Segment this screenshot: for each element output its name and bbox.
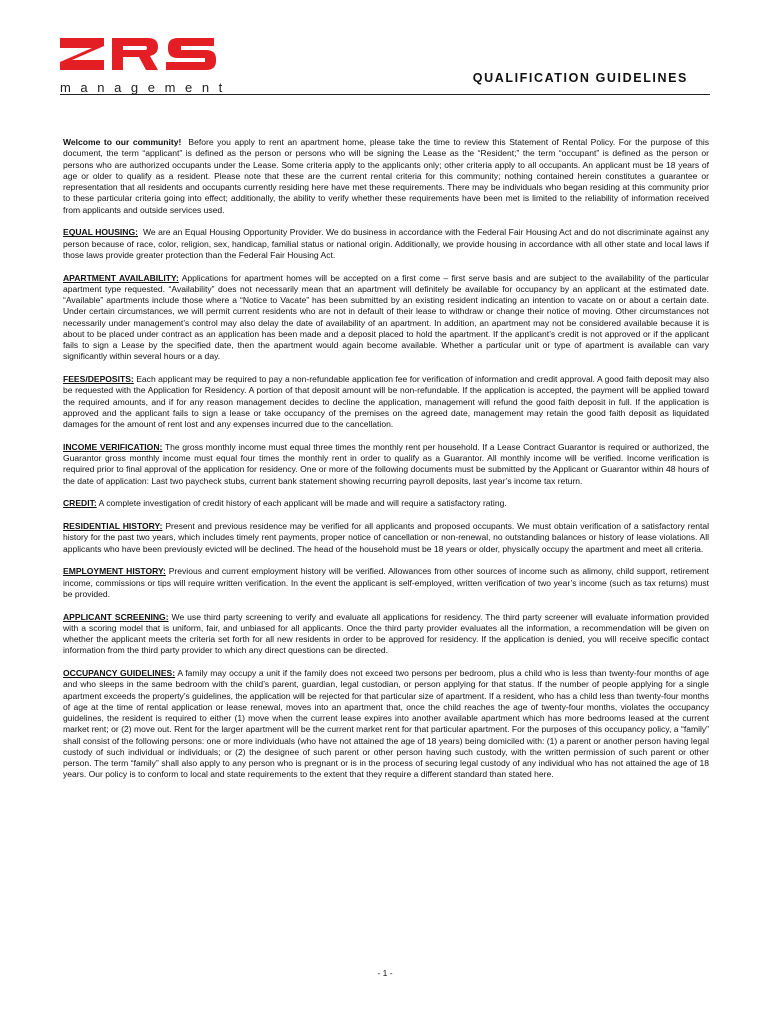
section-equal-housing xyxy=(63,227,709,261)
section-income-verification xyxy=(63,442,709,487)
section-fees-deposits xyxy=(63,374,709,430)
section-text: Each applicant may be required to pay a non-refundable application fee for verification of information and credit approval. A good faith deposit may also be requested with the Application for Residency. A portion of that deposit amount will be non-refundable. If the application is accepted, the payment will be applied toward the required amounts, and if for any reason management decides to decline the application, management will refund the good faith deposit in full. If the application is approved and the applicant fails to sign a lease or take occupancy of the premises on the agreed date, management may retain the good faith deposit as liquidated damages for the amount of rent lost and any expenses incurred due to the cancellation. xyxy=(63,374,710,429)
section-employment-history xyxy=(63,566,709,600)
section-text: The gross monthly income must equal three times the monthly rent per household. If a Lease Contract Guarantor is required or authorized, the Guarantor gross monthly income must equal four times the monthly rent in order to qualify as a Guarantor. All monthly income will be verified. Income verification is required prior to final approval of the application for residency. One or more of the following documents must be submitted by the Applicant or Guarantor within 48 hours of the date of application: Last two paycheck stubs, current bank statement showing recurring payroll deposits, last year’s income tax return. xyxy=(63,441,710,486)
section-text: Present and previous residence may be verified for all applicants and proposed occupants. We must obtain verification of a satisfactory rental history for the past two years, which includes timely rent payments, proper notice of cancellation or non-renewal, no outstanding balances or history of lease violations. All applicants who have been previously evicted will be declined. The head of the household must be 18 years or older, physically occupy the apartment and meet all criteria. xyxy=(63,521,710,554)
section-heading: INCOME VERIFICATION: xyxy=(63,441,163,452)
section-text: Previous and current employment history will be verified. Allowances from other sources of income such as alimony, child support, retirement income, commissions or tips will require written verification. In the event the applicant is self-employed, written verification of two year’s income (such as tax returns) must be provided. xyxy=(63,566,709,599)
section-heading: APARTMENT AVAILABILITY: xyxy=(63,272,179,283)
section-credit xyxy=(63,498,709,509)
page-number: - 1 - xyxy=(377,968,393,978)
section-heading: FEES/DEPOSITS: xyxy=(63,374,134,384)
section-occupancy-guidelines xyxy=(63,668,709,781)
section-text: Before you apply to rent an apartment home, please take the time to review this Statement of Rental Policy. For the purpose of this document, the term “applicant” is defined as the person or persons who will be signing the Lease as the “Resident;” the term “occupant” is defined as the person or persons who are authorized occupants under the Lease. Some criteria apply to the applicants only; other criteria apply to all occupants. An applicant must be 18 years of age or older to qualify as a resident. Please note that these are the current rental criteria for this community; nothing contained herein constitutes a guarantee or representation that all residents and occupants currently residing here have met these requirements. There may be individuals who began residing at this community prior to these particular criteria going into effect; additionally, the ability to verify whether these requirements have been met is limited to the reliability of information received from applicants and outside services used. xyxy=(63,137,710,215)
section-text: We are an Equal Housing Opportunity Provider. We do business in accordance with the Federal Fair Housing Act and do not discriminate against any person because of race, color, religion, sex, handicap, familial status or national origin. Additionally, we provide housing in accordance with all other state and local laws if those laws provide greater protection than the Federal Fair Housing Act. xyxy=(63,227,710,260)
zrs-logo xyxy=(60,38,232,100)
section-welcome xyxy=(63,137,709,216)
section-heading: APPLICANT SCREENING: xyxy=(63,611,169,622)
page-title: QUALIFICATION GUIDELINES xyxy=(472,71,688,85)
section-text: Applications for apartment homes will be accepted on a first come – first serve basis and are subject to the availability of the particular apartment type requested. “Availability” does not necessarily mean that an apartment will definitely be available for occupancy by an applicant at the estimated date. “Available” apartments include those where a “Notice to Vacate” has been submitted by an existing resident indicating an intention to vacate on or about a certain date. Under certain circumstances, we will permit current residents who are not in default of their lease to withdraw or change their notice of moving. Other circumstances not necessarily under management’s control may also delay the date of availability of an apartment. In addition, an apartment may not be considered available because it is about to be placed under contract as an application has been made and a deposit placed to hold the apartment. If the applicant’s credit is not approved or if the applicant fails to sign a Lease by the specified date, then the apartment would again become available. Whether a particular unit or type of apartment is available can vary significantly within several hours or a day. xyxy=(63,272,709,362)
section-heading: EQUAL HOUSING: xyxy=(63,227,138,238)
section-heading: Welcome to our community! xyxy=(63,137,182,147)
section-text: A complete investigation of credit history of each applicant will be made and will require a satisfactory rating. xyxy=(98,498,507,509)
logo-subtitle: management xyxy=(60,80,232,95)
section-heading: EMPLOYMENT HISTORY: xyxy=(63,566,166,577)
section-heading: RESIDENTIAL HISTORY: xyxy=(63,521,163,531)
document-body xyxy=(63,137,709,792)
section-text: A family may occupy a unit if the family does not exceed two persons per bedroom, plus a child who is less than twenty-four months of age and who sleeps in the same bedroom with the child’s parent, guardian, legal custodian, or person applying for that status. If the number of people applying for a single apartment exceeds the property’s guidelines, the application will be rejected for that particular size of apartment. If a resident, who has a child less than twenty-four months of age at the time of rental application or lease renewal, moves into an apartment that, once the child reaches the age of twenty-four months, violates the occupancy guidelines, the resident is required to either (1) move when the current lease expires into another available apartment which has more bedrooms leased at the current market rent; or (2) move out. Rent for the larger apartment will be the current market rent for that particular apartment. For the purposes of this occupancy policy, a “family” shall consist of the following persons: one or more individuals (who have not attained the age of 18 years) being domiciled with: (1) a parent or another person having legal custody of such individual or individuals; or (2) the designee of such parent or other person having such custody, with the written permission of such parent or other person. The term “family” shall also apply to any person who is pregnant or is in the process of securing legal custody of any individual who has not attained the age of 18 years. Our policy is to conform to local and state requirements to the extent that they require a different standard than stated here. xyxy=(63,668,709,780)
section-residential-history xyxy=(63,521,709,555)
zrs-logo-mark xyxy=(60,38,220,78)
section-apartment-availability xyxy=(63,273,709,363)
section-text: We use third party screening to verify and evaluate all applications for residency. The third party screener will evaluate information provided with a scoring model that is uniform, fair, and unbiased for all applicants. Once the third party provider evaluates all the information, a recommendation will be given on whether the applicant meets the criteria set forth for all new residents in order to be approved for residency. If the application is denied, you will receive specific contact information from the third party provider to which any direct questions can be directed. xyxy=(63,611,709,656)
section-heading: CREDIT: xyxy=(63,498,97,509)
section-heading: OCCUPANCY GUIDELINES: xyxy=(63,668,176,678)
header-divider xyxy=(60,94,710,95)
section-applicant-screening xyxy=(63,612,709,657)
